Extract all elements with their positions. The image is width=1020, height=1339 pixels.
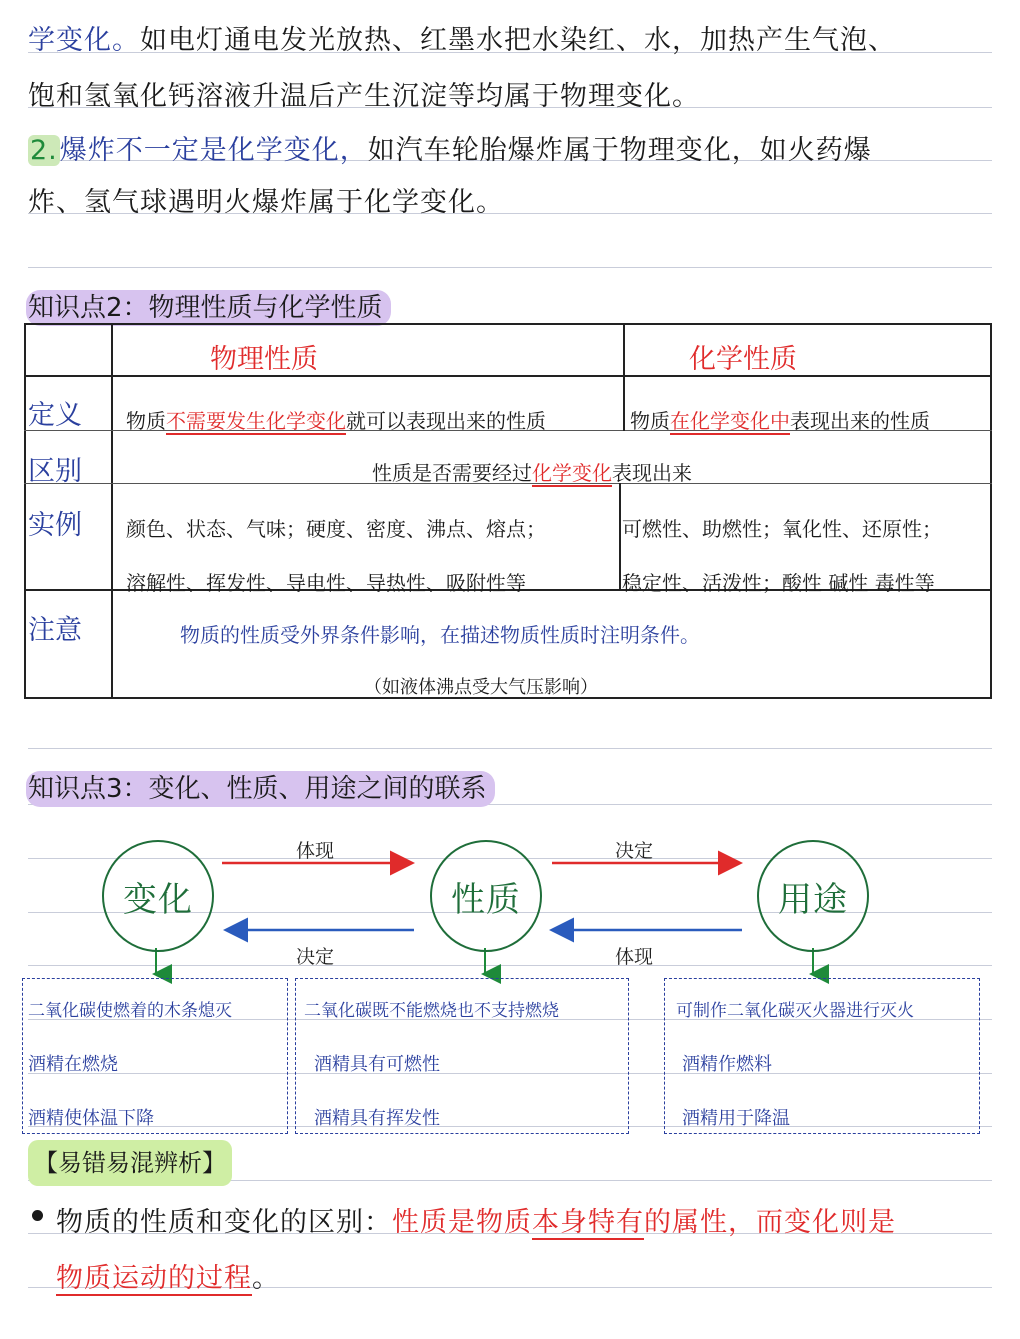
- mistakes-bullet-line-2: 物质运动的过程。: [56, 1263, 280, 1294]
- underlined-phrase: 本身特有: [532, 1207, 644, 1238]
- definition-chemical: 物质在化学变化中表现出来的性质: [630, 409, 930, 433]
- box-item: 酒精在燃烧: [28, 1054, 118, 1075]
- underlined-phrase: 物质运动的过程: [56, 1263, 252, 1294]
- examples-physical-1: 颜色、状态、气味；硬度、密度、沸点、熔点；: [126, 517, 546, 541]
- box-item: 二氧化碳使燃着的木条熄灭: [28, 1001, 232, 1021]
- header-physical: 物理性质: [210, 344, 318, 375]
- bullet-dot: [32, 1210, 43, 1221]
- mistakes-title: 【易错易混辨析】: [28, 1140, 232, 1186]
- examples-chemical-1: 可燃性、助燃性；氧化性、还原性；: [622, 517, 942, 541]
- difference-key: 化学变化: [532, 461, 612, 485]
- row-label-note: 注意: [28, 615, 82, 646]
- box-item: 二氧化碳既不能燃烧也不支持燃烧: [304, 1001, 559, 1021]
- label-top-right: 决定: [615, 840, 654, 862]
- box-item: 酒精用于降温: [682, 1108, 790, 1129]
- row-label-examples: 实例: [28, 510, 82, 541]
- node-change: 变化: [102, 840, 214, 952]
- definition-physical: 物质不需要发生化学变化就可以表现出来的性质: [126, 409, 546, 433]
- box-item: 可制作二氧化碳灭火器进行灭火: [676, 1001, 914, 1021]
- mistakes-bullet-line-1: 物质的性质和变化的区别：性质是物质本身特有的属性，而变化则是: [56, 1207, 896, 1238]
- intro-line-3-lead: 爆炸不一定是化学变化，: [59, 135, 368, 166]
- node-use: 用途: [757, 840, 869, 952]
- note-line-2: （如液体沸点受大气压影响）: [364, 677, 598, 698]
- note-line-1: 物质的性质受外界条件影响，在描述物质性质时注明条件。: [180, 623, 700, 647]
- box-item: 酒精使体温下降: [28, 1108, 154, 1129]
- intro-line-1-rest: 如电灯通电发光放热、红墨水把水染红、水，加热产生气泡、: [140, 25, 896, 56]
- definition-chemical-key: 在化学变化中: [670, 409, 790, 433]
- intro-line-2: 饱和氢氧化钙溶液升温后产生沉淀等均属于物理变化。: [28, 81, 700, 112]
- node-property: 性质: [430, 840, 542, 952]
- box-item: 酒精具有挥发性: [314, 1108, 440, 1129]
- difference-text: 性质是否需要经过化学变化表现出来: [372, 461, 692, 485]
- row-label-definition: 定义: [28, 400, 82, 431]
- box-item: 酒精具有可燃性: [314, 1054, 440, 1075]
- examples-chemical-2: 稳定性、活泼性；酸性 碱性 毒性等: [622, 571, 935, 595]
- definition-physical-key: 不需要发生化学变化: [166, 409, 346, 433]
- point-number: 2.: [30, 135, 58, 166]
- intro-line-4: 炸、氢气球遇明火爆炸属于化学变化。: [28, 187, 504, 218]
- intro-line-3-rest: 如汽车轮胎爆炸属于物理变化，如火药爆: [367, 135, 872, 166]
- box-item: 酒精作燃料: [682, 1054, 772, 1075]
- examples-physical-2: 溶解性、挥发性、导电性、导热性、吸附性等: [126, 571, 526, 595]
- label-bottom-right: 体现: [615, 946, 654, 968]
- intro-line-1-lead: 学变化。: [28, 25, 140, 56]
- header-chemical: 化学性质: [689, 344, 797, 375]
- kp2-title: 知识点2：物理性质与化学性质: [26, 290, 391, 326]
- label-top-left: 体现: [296, 840, 335, 862]
- row-label-difference: 区别: [28, 456, 82, 487]
- kp3-title: 知识点3：变化、性质、用途之间的联系: [26, 771, 495, 807]
- label-bottom-left: 决定: [296, 946, 335, 968]
